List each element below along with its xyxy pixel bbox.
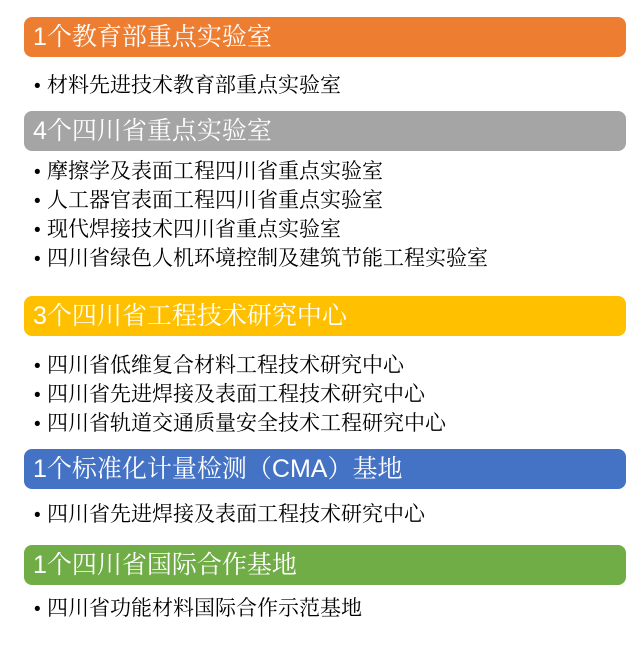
lab-name: 材料先进技术教育部重点实验室 bbox=[47, 74, 341, 97]
section-header-bar bbox=[24, 111, 626, 151]
lab-list-item bbox=[0, 158, 644, 187]
lab-name: 四川省低维复合材料工程技术研究中心 bbox=[47, 354, 404, 377]
lab-list-item bbox=[0, 216, 644, 245]
lab-name: 摩擦学及表面工程四川省重点实验室 bbox=[47, 160, 383, 183]
lab-list bbox=[0, 501, 644, 530]
section-title: 1个教育部重点实验室 bbox=[33, 23, 272, 51]
section-header-bar bbox=[24, 545, 626, 585]
lab-name: 人工器官表面工程四川省重点实验室 bbox=[47, 189, 383, 212]
lab-name: 四川省功能材料国际合作示范基地 bbox=[47, 597, 362, 620]
lab-list-item bbox=[0, 595, 644, 624]
bullet-icon: • bbox=[34, 599, 41, 620]
section-title: 1个四川省国际合作基地 bbox=[33, 551, 297, 579]
bullet-icon: • bbox=[34, 162, 41, 183]
lab-list bbox=[0, 158, 644, 274]
section-title: 3个四川省工程技术研究中心 bbox=[33, 302, 347, 330]
section-header-bar bbox=[24, 17, 626, 57]
section-sichuan-key-labs bbox=[0, 111, 644, 274]
lab-list bbox=[0, 595, 644, 624]
bullet-icon: • bbox=[34, 191, 41, 212]
section-intl-coop-base bbox=[0, 545, 644, 624]
section-cma-base bbox=[0, 449, 644, 530]
lab-list-item bbox=[0, 187, 644, 216]
section-eng-tech-centers bbox=[0, 296, 644, 439]
lab-name: 现代焊接技术四川省重点实验室 bbox=[47, 218, 341, 241]
lab-list bbox=[0, 352, 644, 439]
section-title: 4个四川省重点实验室 bbox=[33, 117, 272, 145]
lab-name: 四川省轨道交通质量安全技术工程研究中心 bbox=[47, 412, 446, 435]
bullet-icon: • bbox=[34, 249, 41, 270]
section-title: 1个标准化计量检测（CMA）基地 bbox=[33, 455, 403, 483]
lab-list-item bbox=[0, 245, 644, 274]
section-header-bar bbox=[24, 296, 626, 336]
section-header-bar bbox=[24, 449, 626, 489]
bullet-icon: • bbox=[34, 505, 41, 526]
bullet-icon: • bbox=[34, 76, 41, 97]
section-moe-key-lab bbox=[0, 17, 644, 101]
bullet-icon: • bbox=[34, 385, 41, 406]
lab-list-item bbox=[0, 352, 644, 381]
lab-list-item bbox=[0, 72, 644, 101]
lab-list-item bbox=[0, 501, 644, 530]
lab-name: 四川省先进焊接及表面工程技术研究中心 bbox=[47, 383, 425, 406]
lab-list bbox=[0, 72, 644, 101]
bullet-icon: • bbox=[34, 220, 41, 241]
lab-name: 四川省绿色人机环境控制及建筑节能工程实验室 bbox=[47, 247, 488, 270]
lab-list-item bbox=[0, 410, 644, 439]
lab-name: 四川省先进焊接及表面工程技术研究中心 bbox=[47, 503, 425, 526]
bullet-icon: • bbox=[34, 356, 41, 377]
lab-list-item bbox=[0, 381, 644, 410]
bullet-icon: • bbox=[34, 414, 41, 435]
